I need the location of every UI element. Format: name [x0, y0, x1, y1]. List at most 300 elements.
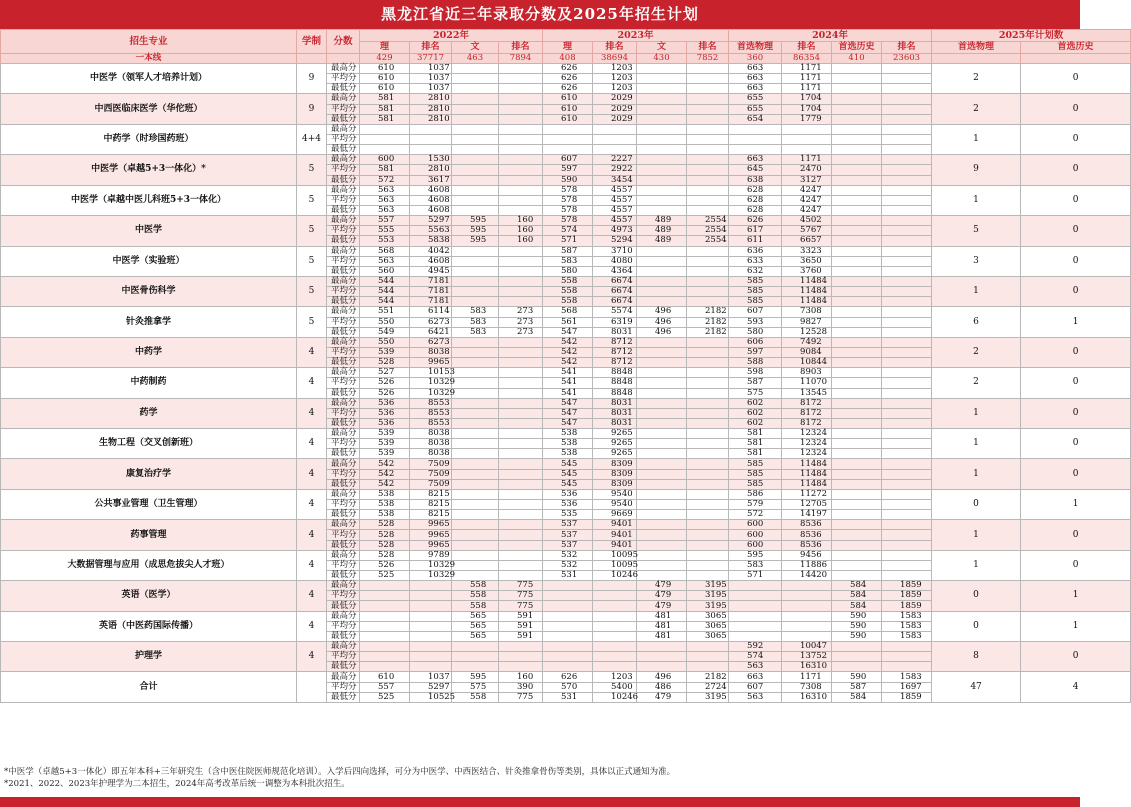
- score-cell: [637, 378, 687, 388]
- study-years: 5: [297, 155, 327, 185]
- score-cell: 273: [499, 327, 543, 337]
- study-years: 4+4: [297, 124, 327, 154]
- score-kind: 最高分: [327, 368, 360, 378]
- score-cell: [637, 94, 687, 104]
- score-cell: [832, 94, 882, 104]
- score-cell: [499, 64, 543, 74]
- score-cell: 160: [499, 672, 543, 682]
- score-cell: [499, 418, 543, 428]
- benchmark-value: 360: [729, 54, 782, 64]
- score-cell: 536: [360, 418, 410, 428]
- score-kind: 平均分: [327, 347, 360, 357]
- score-kind: 平均分: [327, 652, 360, 662]
- score-cell: [882, 216, 932, 226]
- plan-history: 0: [1021, 64, 1131, 94]
- score-cell: 8553: [410, 398, 452, 408]
- score-cell: [543, 642, 593, 652]
- score-cell: 12324: [782, 439, 832, 449]
- score-cell: 655: [729, 104, 782, 114]
- score-cell: [832, 297, 882, 307]
- score-cell: [452, 429, 499, 439]
- score-cell: [832, 520, 882, 530]
- score-cell: 568: [360, 246, 410, 256]
- score-cell: [687, 479, 729, 489]
- score-cell: [882, 500, 932, 510]
- score-cell: [687, 175, 729, 185]
- score-cell: 610: [543, 104, 593, 114]
- score-cell: 16310: [782, 692, 832, 702]
- score-cell: 574: [729, 652, 782, 662]
- score-cell: 8215: [410, 489, 452, 499]
- score-cell: 12528: [782, 327, 832, 337]
- score-cell: 536: [543, 489, 593, 499]
- score-cell: 610: [360, 74, 410, 84]
- score-cell: 7181: [410, 287, 452, 297]
- score-cell: [832, 155, 882, 165]
- study-years: 9: [297, 64, 327, 94]
- score-cell: 617: [729, 226, 782, 236]
- score-cell: 580: [543, 266, 593, 276]
- score-cell: [499, 145, 543, 155]
- score-cell: [593, 642, 637, 652]
- score-cell: [832, 418, 882, 428]
- score-cell: 607: [729, 682, 782, 692]
- score-cell: 528: [360, 358, 410, 368]
- score-cell: 558: [452, 591, 499, 601]
- score-cell: [637, 520, 687, 530]
- score-cell: 1171: [782, 672, 832, 682]
- score-cell: 526: [360, 388, 410, 398]
- benchmark-value: 430: [637, 54, 687, 64]
- plan-physics: 1: [932, 124, 1021, 154]
- score-cell: [499, 358, 543, 368]
- score-cell: [452, 287, 499, 297]
- score-cell: [499, 408, 543, 418]
- score-cell: 16310: [782, 662, 832, 672]
- score-kind: 平均分: [327, 134, 360, 144]
- score-cell: [832, 510, 882, 520]
- study-years: 4: [297, 368, 327, 398]
- plan-physics: 1: [932, 459, 1021, 489]
- score-cell: 496: [637, 327, 687, 337]
- score-cell: 8172: [782, 418, 832, 428]
- plan-physics: 0: [932, 581, 1021, 611]
- score-cell: [832, 429, 882, 439]
- score-cell: 6674: [593, 276, 637, 286]
- plan-history: 1: [1021, 581, 1131, 611]
- score-cell: 7308: [782, 307, 832, 317]
- score-cell: 10246: [593, 571, 637, 581]
- score-cell: [882, 155, 932, 165]
- score-cell: 5838: [410, 236, 452, 246]
- score-cell: [882, 388, 932, 398]
- score-cell: 2182: [687, 307, 729, 317]
- score-cell: 3195: [687, 591, 729, 601]
- major-name: 中医学（实验班）: [1, 246, 297, 276]
- score-kind: 最低分: [327, 601, 360, 611]
- score-cell: [687, 439, 729, 449]
- score-cell: [882, 337, 932, 347]
- score-cell: 11484: [782, 276, 832, 286]
- score-cell: 545: [543, 469, 593, 479]
- plan-physics: 1: [932, 276, 1021, 306]
- score-cell: 593: [729, 317, 782, 327]
- score-cell: 581: [729, 429, 782, 439]
- score-cell: 654: [729, 114, 782, 124]
- score-kind: 平均分: [327, 530, 360, 540]
- score-cell: [410, 601, 452, 611]
- score-cell: 8903: [782, 368, 832, 378]
- score-cell: 551: [360, 307, 410, 317]
- score-cell: 572: [729, 510, 782, 520]
- score-cell: [410, 642, 452, 652]
- score-cell: [882, 145, 932, 155]
- score-cell: [687, 195, 729, 205]
- score-cell: 7509: [410, 459, 452, 469]
- score-cell: 8309: [593, 479, 637, 489]
- score-cell: 8536: [782, 530, 832, 540]
- score-cell: [499, 74, 543, 84]
- score-kind: 平均分: [327, 408, 360, 418]
- score-cell: 8848: [593, 388, 637, 398]
- score-cell: [782, 581, 832, 591]
- score-cell: 587: [729, 378, 782, 388]
- major-name: 药学: [1, 398, 297, 428]
- study-years: 4: [297, 429, 327, 459]
- score-cell: [687, 64, 729, 74]
- score-cell: [882, 418, 932, 428]
- score-cell: 655: [729, 94, 782, 104]
- score-cell: 8031: [593, 418, 637, 428]
- score-cell: 571: [729, 571, 782, 581]
- score-cell: [882, 317, 932, 327]
- score-cell: [452, 185, 499, 195]
- score-cell: 591: [499, 611, 543, 621]
- score-cell: 10844: [782, 358, 832, 368]
- benchmark-label: 一本线: [1, 54, 297, 64]
- score-cell: 8038: [410, 449, 452, 459]
- score-cell: [499, 175, 543, 185]
- score-cell: [832, 317, 882, 327]
- score-cell: 542: [360, 459, 410, 469]
- score-cell: 10047: [782, 642, 832, 652]
- study-years: 4: [297, 550, 327, 580]
- plan-physics: 0: [932, 611, 1021, 641]
- score-cell: 575: [452, 682, 499, 692]
- score-cell: [832, 205, 882, 215]
- score-cell: 5297: [410, 682, 452, 692]
- score-cell: [452, 74, 499, 84]
- score-cell: [832, 459, 882, 469]
- score-kind: 平均分: [327, 500, 360, 510]
- score-cell: 528: [360, 540, 410, 550]
- score-cell: 1859: [882, 581, 932, 591]
- score-cell: 7492: [782, 337, 832, 347]
- score-cell: [687, 520, 729, 530]
- score-kind: 最低分: [327, 358, 360, 368]
- score-cell: [832, 74, 882, 84]
- score-cell: 7308: [782, 682, 832, 692]
- score-cell: [687, 104, 729, 114]
- score-cell: [637, 337, 687, 347]
- score-cell: [499, 94, 543, 104]
- plan-physics: 2: [932, 368, 1021, 398]
- score-cell: 526: [360, 560, 410, 570]
- major-name: 中药制药: [1, 368, 297, 398]
- score-cell: 598: [729, 368, 782, 378]
- score-cell: 7181: [410, 276, 452, 286]
- score-cell: [637, 276, 687, 286]
- score-kind: 最低分: [327, 449, 360, 459]
- score-cell: 2182: [687, 317, 729, 327]
- score-cell: 5767: [782, 226, 832, 236]
- score-cell: 545: [543, 459, 593, 469]
- score-kind: 平均分: [327, 378, 360, 388]
- score-cell: [687, 550, 729, 560]
- score-cell: [882, 307, 932, 317]
- score-cell: [687, 155, 729, 165]
- score-cell: 1583: [882, 631, 932, 641]
- score-cell: 579: [729, 500, 782, 510]
- score-cell: 587: [543, 246, 593, 256]
- plan-history: 0: [1021, 337, 1131, 367]
- score-cell: [499, 205, 543, 215]
- score-cell: [687, 418, 729, 428]
- score-cell: [882, 236, 932, 246]
- score-cell: 595: [452, 226, 499, 236]
- score-cell: 10095: [593, 560, 637, 570]
- score-cell: 663: [729, 64, 782, 74]
- score-cell: [499, 489, 543, 499]
- score-cell: [687, 114, 729, 124]
- score-cell: [637, 124, 687, 134]
- score-cell: 8712: [593, 347, 637, 357]
- header-2024: 2024年: [729, 30, 932, 42]
- score-cell: [452, 520, 499, 530]
- score-cell: 3195: [687, 581, 729, 591]
- score-cell: [593, 611, 637, 621]
- table-row: [1, 124, 1131, 134]
- score-cell: [882, 571, 932, 581]
- score-cell: 563: [729, 692, 782, 702]
- score-cell: [637, 560, 687, 570]
- header-2024-rank: 排名: [782, 42, 832, 54]
- score-cell: 9965: [410, 520, 452, 530]
- plan-history: 0: [1021, 642, 1131, 672]
- score-cell: 1704: [782, 94, 832, 104]
- score-cell: [452, 378, 499, 388]
- score-cell: 1171: [782, 155, 832, 165]
- score-cell: [543, 652, 593, 662]
- score-cell: [452, 449, 499, 459]
- score-cell: [452, 439, 499, 449]
- score-cell: 9456: [782, 550, 832, 560]
- score-cell: 595: [729, 550, 782, 560]
- score-kind: 平均分: [327, 469, 360, 479]
- score-cell: [832, 449, 882, 459]
- plan-history: 1: [1021, 307, 1131, 337]
- score-cell: 532: [543, 550, 593, 560]
- plan-physics: 1: [932, 520, 1021, 550]
- score-cell: [782, 591, 832, 601]
- score-cell: [452, 459, 499, 469]
- score-cell: 479: [637, 591, 687, 601]
- major-name: 公共事业管理（卫生管理）: [1, 489, 297, 519]
- score-cell: 581: [360, 114, 410, 124]
- score-cell: 558: [452, 692, 499, 702]
- score-cell: 10329: [410, 388, 452, 398]
- score-cell: 558: [452, 581, 499, 591]
- table-row: [1, 642, 1131, 652]
- score-cell: 3323: [782, 246, 832, 256]
- score-cell: [687, 540, 729, 550]
- score-cell: 273: [499, 307, 543, 317]
- score-kind: 最低分: [327, 236, 360, 246]
- score-cell: [687, 388, 729, 398]
- score-cell: [637, 642, 687, 652]
- score-cell: 8536: [782, 540, 832, 550]
- score-cell: [410, 124, 452, 134]
- score-cell: 3127: [782, 175, 832, 185]
- score-cell: [687, 337, 729, 347]
- score-cell: 4364: [593, 266, 637, 276]
- score-cell: 626: [543, 672, 593, 682]
- plan-history: 0: [1021, 398, 1131, 428]
- header-2024-phys: 首选物理: [729, 42, 782, 54]
- plan-history: 0: [1021, 429, 1131, 459]
- score-cell: 578: [543, 185, 593, 195]
- score-cell: 563: [360, 185, 410, 195]
- score-cell: 7509: [410, 479, 452, 489]
- score-cell: 565: [452, 611, 499, 621]
- score-cell: 544: [360, 297, 410, 307]
- score-cell: 2227: [593, 155, 637, 165]
- benchmark-value: 408: [543, 54, 593, 64]
- score-cell: 4080: [593, 256, 637, 266]
- score-cell: 1859: [882, 591, 932, 601]
- plan-history: 0: [1021, 459, 1131, 489]
- score-cell: 565: [452, 631, 499, 641]
- score-cell: [499, 256, 543, 266]
- score-cell: [687, 530, 729, 540]
- score-cell: [882, 479, 932, 489]
- score-cell: [832, 368, 882, 378]
- score-cell: [452, 469, 499, 479]
- score-cell: 626: [543, 84, 593, 94]
- score-cell: [832, 256, 882, 266]
- score-cell: 563: [729, 662, 782, 672]
- score-cell: [452, 175, 499, 185]
- footnote: *2021、2022、2023年护理学为二本招生，2024年高考改革后统一调整为本科批次招生。: [4, 779, 350, 789]
- score-cell: 568: [543, 307, 593, 317]
- score-kind: 最高分: [327, 276, 360, 286]
- score-cell: 539: [360, 347, 410, 357]
- score-cell: 10329: [410, 378, 452, 388]
- score-cell: [452, 347, 499, 357]
- score-cell: 7181: [410, 297, 452, 307]
- score-cell: [832, 175, 882, 185]
- score-cell: [832, 500, 882, 510]
- score-cell: [882, 287, 932, 297]
- score-cell: [593, 662, 637, 672]
- score-cell: [499, 84, 543, 94]
- score-cell: 7509: [410, 469, 452, 479]
- plan-history: 1: [1021, 611, 1131, 641]
- score-cell: 10246: [593, 692, 637, 702]
- benchmark-value: 463: [452, 54, 499, 64]
- score-cell: [593, 631, 637, 641]
- score-cell: [832, 64, 882, 74]
- score-cell: 4247: [782, 195, 832, 205]
- header-years: 学制: [297, 30, 327, 54]
- score-cell: 9965: [410, 358, 452, 368]
- study-years: 4: [297, 642, 327, 672]
- score-cell: 775: [499, 581, 543, 591]
- score-cell: 537: [543, 540, 593, 550]
- score-cell: [882, 378, 932, 388]
- table-row: [1, 520, 1131, 530]
- score-kind: 最高分: [327, 581, 360, 591]
- score-cell: [499, 662, 543, 672]
- score-cell: 610: [360, 672, 410, 682]
- score-cell: 11484: [782, 459, 832, 469]
- score-cell: [882, 266, 932, 276]
- score-kind: 平均分: [327, 287, 360, 297]
- score-cell: 555: [360, 226, 410, 236]
- score-cell: 8031: [593, 398, 637, 408]
- score-cell: 1779: [782, 114, 832, 124]
- score-cell: [543, 631, 593, 641]
- study-years: 5: [297, 246, 327, 276]
- score-cell: 3760: [782, 266, 832, 276]
- score-cell: [687, 246, 729, 256]
- score-cell: 10153: [410, 368, 452, 378]
- score-kind: 最高分: [327, 337, 360, 347]
- score-cell: 481: [637, 611, 687, 621]
- score-cell: 4502: [782, 216, 832, 226]
- score-cell: 2554: [687, 216, 729, 226]
- score-cell: [499, 469, 543, 479]
- score-kind: 平均分: [327, 682, 360, 692]
- score-cell: [452, 489, 499, 499]
- score-cell: 479: [637, 692, 687, 702]
- plan-history: 0: [1021, 550, 1131, 580]
- score-cell: 8031: [593, 327, 637, 337]
- score-cell: 6273: [410, 317, 452, 327]
- score-cell: 539: [360, 429, 410, 439]
- score-kind: 最高分: [327, 94, 360, 104]
- score-cell: 545: [543, 479, 593, 489]
- score-kind: 平均分: [327, 195, 360, 205]
- study-years: 5: [297, 307, 327, 337]
- study-years: 5: [297, 216, 327, 246]
- score-cell: [882, 226, 932, 236]
- score-cell: 538: [543, 449, 593, 459]
- score-cell: [832, 266, 882, 276]
- score-cell: [882, 185, 932, 195]
- score-cell: 607: [729, 307, 782, 317]
- score-cell: [832, 652, 882, 662]
- footnote: *中医学（卓越5+3一体化）即五年本科+三年研究生（含中医住院医师规范化培训）。入学后四向选择，可分为中医学、中西医结合、针灸推拿骨伤等类别，具体以正式通知为准。: [4, 767, 676, 777]
- plan-physics: 2: [932, 337, 1021, 367]
- score-cell: [882, 469, 932, 479]
- score-cell: [360, 591, 410, 601]
- score-cell: [452, 642, 499, 652]
- score-cell: [637, 449, 687, 459]
- score-cell: [637, 398, 687, 408]
- score-cell: 536: [543, 500, 593, 510]
- score-cell: [593, 621, 637, 631]
